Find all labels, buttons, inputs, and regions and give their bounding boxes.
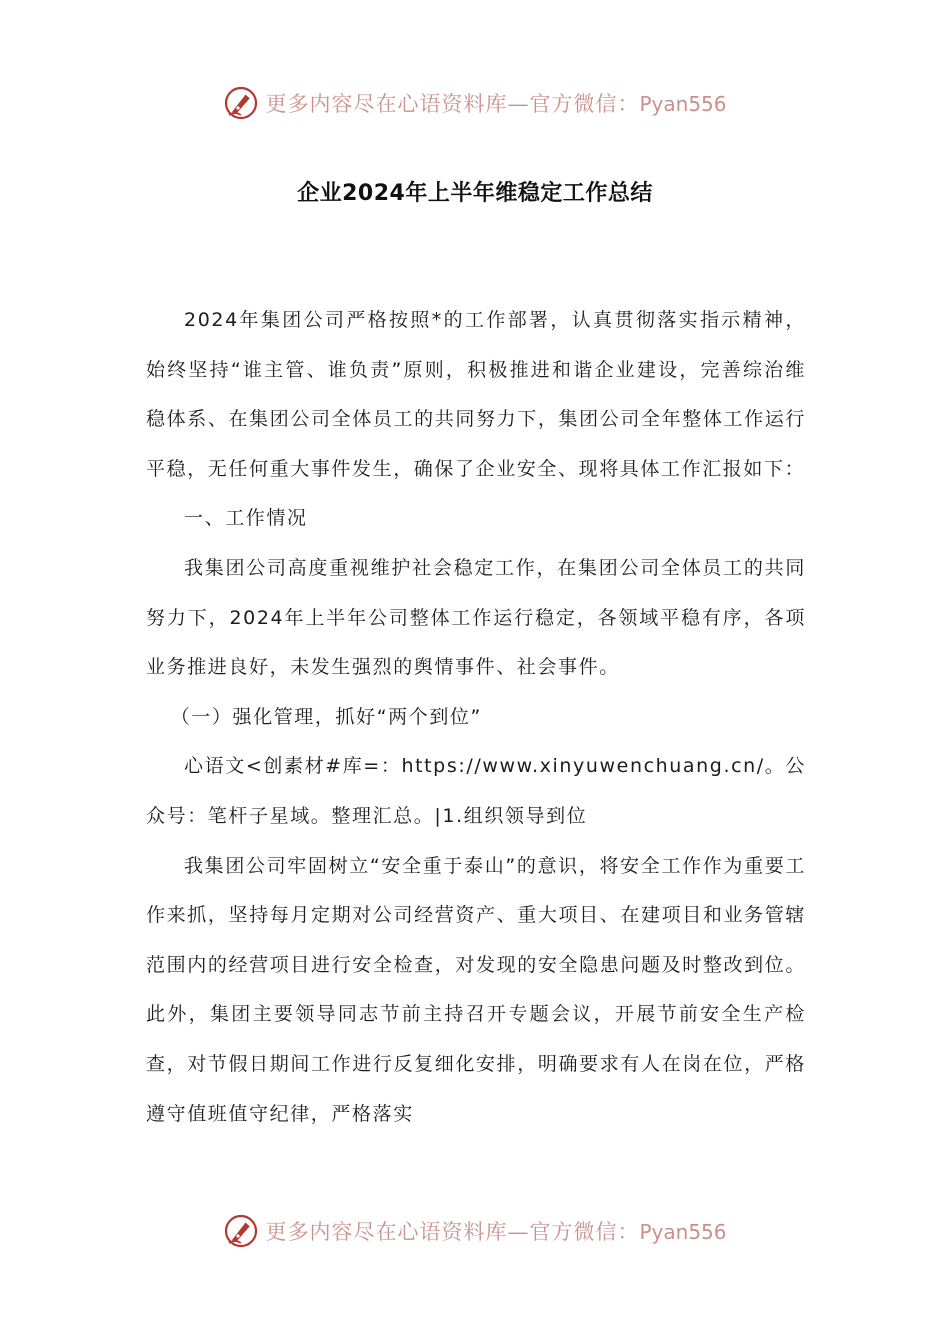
watermark-text: 更多内容尽在心语资料库—官方微信：Pyan556 <box>265 1220 727 1244</box>
section-heading-1: 一、工作情况 <box>184 507 308 530</box>
paragraph-source-note: 心语文<创素材#库=：https://www.xinyuwenchuang.cn/。公众号：笔杆子星域。整理汇总。|1.组织领导到位 <box>146 755 806 827</box>
document-body <box>146 296 806 1139</box>
subsection-heading-1: （一）强化管理，抓好“两个到位” <box>170 705 482 728</box>
wechat-id: Pyan556 <box>639 1220 727 1244</box>
watermark-banner-bottom <box>0 1212 950 1250</box>
watermark-text: 更多内容尽在心语资料库—官方微信：Pyan556 <box>265 92 727 116</box>
watermark-banner-top <box>0 84 950 122</box>
paragraph-safety: 我集团公司牢固树立“安全重于泰山”的意识，将安全工作作为重要工作来抓，坚持每月定期对公司经营资产、重大项目、在建项目和业务管辖范围内的经营项目进行安全检查，对发现的安全隐患问题及时整改到位。此外，集团主要领导同志节前主持召开专题会议，开展节前安全生产检查，对节假日期间工作进行反复细化安排，明确要求有人在岗在位，严格遵守值班值守纪律，严格落实 <box>146 854 806 1125</box>
pen-nib-logo-icon <box>223 1213 259 1249</box>
pen-nib-logo-icon <box>223 85 259 121</box>
paragraph-work-situation: 我集团公司高度重视维护社会稳定工作，在集团公司全体员工的共同努力下，2024年上半年公司整体工作运行稳定，各领域平稳有序，各项业务推进良好，未发生强烈的舆情事件、社会事件。 <box>146 556 806 679</box>
document-title: 企业2024年上半年维稳定工作总结 <box>297 181 653 206</box>
wechat-id: Pyan556 <box>639 92 727 116</box>
paragraph-intro: 2024年集团公司严格按照*的工作部署，认真贯彻落实指示精神，始终坚持“谁主管、谁负责”原则，积极推进和谐企业建设，完善综治维稳体系、在集团公司全体员工的共同努力下，集团公司全年整体工作运行平稳，无任何重大事件发生，确保了企业安全、现将具体工作汇报如下： <box>146 309 806 480</box>
